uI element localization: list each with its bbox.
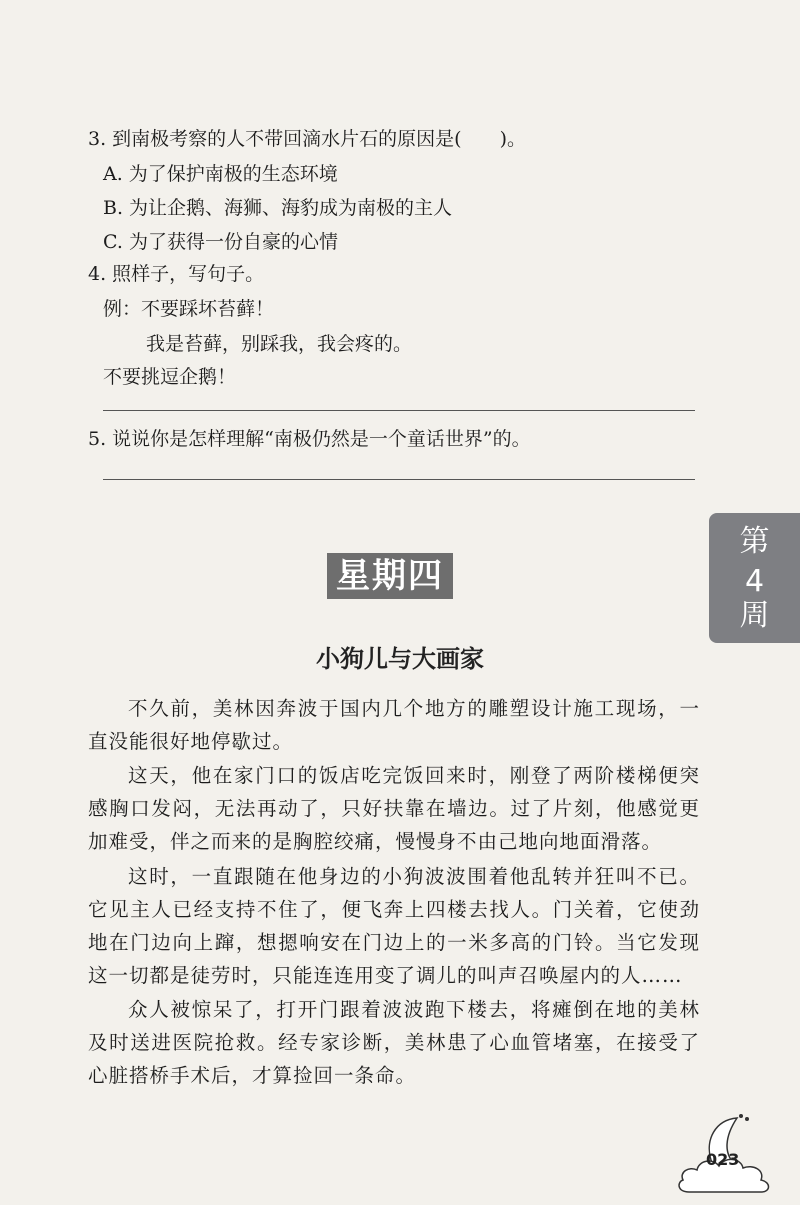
question-5-answer-line[interactable] [103,479,695,480]
week-tab-line1: 第 [739,524,770,559]
question-4-prompt: 不要挑逗企鹅！ [103,366,237,388]
article-paragraph-1: 不久前，美林因奔波于国内几个地方的雕塑设计施工现场，一直没能很好地停歇过。 [88,697,700,753]
article-title: 小狗儿与大画家 [316,645,484,673]
question-4-answer-line[interactable] [103,410,695,411]
question-3-option-b: B. 为让企鹅、海狮、海豹成为南极的主人 [103,197,453,219]
question-5-stem: 5. 说说你是怎样理解“南极仍然是一个童话世界”的。 [88,428,531,450]
question-3-option-a: A. 为了保护南极的生态环境 [103,163,338,185]
question-3-stem: 3. 到南极考察的人不带回滴水片石的原因是( )。 [88,128,526,150]
article-paragraph-4: 众人被惊呆了，打开门跟着波波跑下楼去，将瘫倒在地的美林及时送进医院抢救。经专家诊断，美林患了心血管堵塞，在接受了心脏搭桥手术后，才算捡回一条命。 [88,998,700,1087]
question-4-example-1: 例：不要踩坏苔藓！ [103,298,275,320]
article-paragraph-3: 这时，一直跟随在他身边的小狗波波围着他乱转并狂叫不已。它见主人已经支持不住了，便飞奔上四楼去找人。门关着，它使劲地在门边向上蹿，想摁响安在门边上的一米多高的门铃。当它发现这一切都是徒劳时，只能连连用变了调儿的叫声召唤屋内的人…… [88,865,700,987]
question-4-example-2: 我是苔藓，别踩我，我会疼的。 [146,333,413,355]
question-3-option-c: C. 为了获得一份自豪的心情 [103,231,338,253]
question-4-stem: 4. 照样子，写句子。 [88,263,265,285]
week-tab [709,513,800,643]
day-title: 星期四 [327,553,453,599]
article-paragraph-2: 这天，他在家门口的饭店吃完饭回来时，刚登了两阶楼梯便突感胸口发闷，无法再动了，只好扶靠在墙边。过了片刻，他感觉更加难受，伴之而来的是胸腔绞痛，慢慢身不由己地向地面滑落。 [88,764,700,853]
page-number: 023 [706,1150,740,1169]
week-tab-line2: 4 [744,564,765,599]
week-tab-line3: 周 [739,598,770,633]
